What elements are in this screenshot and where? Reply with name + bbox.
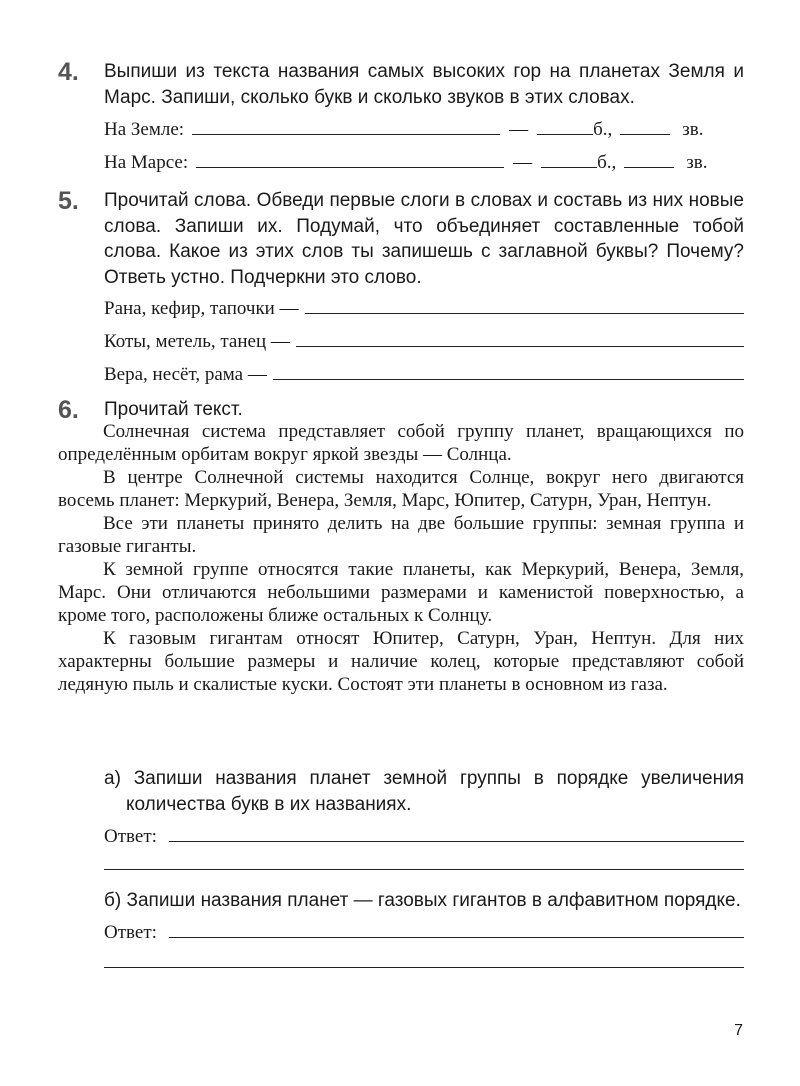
task-5-text: Прочитай слова. Обведи первые слоги в словах и составь из них новые слова. Запиши их. Подумай, что объединяет составленные тобой слова. Какое из этих слов ты запишешь с заглавной буквы? Почему? Ответь устно. Подчеркни это слово.	[104, 190, 744, 288]
earth-label: На Земле:	[104, 119, 185, 140]
sounds-abbr: зв.	[686, 152, 708, 173]
paragraph-5: К газовым гигантам относят Юпитер, Сатурн, Уран, Нептун. Для них характерны большие размеры и наличие колец, которые представляют собой ледяную пыль и скалистые куски. Состоят эти планеты в основном из газа.	[58, 628, 744, 695]
letters-abbr: б.,	[597, 152, 617, 173]
paragraph-1: Солнечная система представляет собой группу планет, вращающихся по определённым орбитам вокруг яркой звезды — Солнца.	[58, 421, 744, 465]
mars-mountain-answer-line[interactable]	[196, 149, 504, 168]
paragraph-3: Все эти планеты принято делить на две большие группы: земная группа и газовые гиганты.	[58, 513, 744, 557]
answer-label: Ответ:	[104, 922, 157, 943]
subtask-a	[104, 766, 744, 817]
dash: —	[509, 119, 529, 140]
letters-abbr: б.,	[593, 119, 613, 140]
subtask-a-extra-answer-line[interactable]	[104, 869, 744, 870]
task-4-text: Выпиши из текста названия самых высоких гор на планетах Земля и Марс. Запиши, сколько букв и сколько звуков в этих словах.	[104, 61, 744, 108]
task-4-number: 4.	[58, 58, 79, 86]
task-5-row-1	[104, 295, 744, 320]
subtask-b-answer-line[interactable]	[169, 919, 744, 938]
word-group-2-answer-line[interactable]	[296, 328, 744, 347]
reading-text	[58, 420, 744, 696]
page-number: 7	[734, 1022, 743, 1039]
task-6-intro: Прочитай текст.	[104, 399, 243, 420]
subtask-a-answer-row	[104, 823, 744, 848]
word-group-1: Рана, кефир, тапочки —	[104, 298, 299, 319]
mars-label: На Марсе:	[104, 152, 189, 173]
word-group-3: Вера, несёт, рама —	[104, 364, 267, 385]
task-5-row-2	[104, 328, 744, 353]
task-5-number: 5.	[58, 187, 79, 215]
subtask-b	[104, 888, 744, 914]
earth-sounds-answer-line[interactable]	[620, 116, 670, 135]
word-group-1-answer-line[interactable]	[305, 295, 744, 314]
answer-label: Ответ:	[104, 826, 157, 847]
earth-letters-answer-line[interactable]	[537, 116, 593, 135]
earth-mountain-answer-line[interactable]	[192, 116, 500, 135]
task-5-row-3	[104, 361, 744, 386]
subtask-a-text: а) Запиши названия планет земной группы в порядке увеличения количества букв в их названиях.	[104, 768, 744, 815]
task-4-mars-row	[104, 149, 744, 174]
word-group-2: Коты, метель, танец —	[104, 331, 290, 352]
subtask-b-extra-answer-line[interactable]	[104, 967, 744, 968]
paragraph-4: К земной группе относятся такие планеты, как Меркурий, Венера, Земля, Марс. Они отличаются небольшими размерами и каменистой поверхностью, а кроме того, расположены ближе остальных к Солнцу.	[58, 559, 744, 626]
dash: —	[513, 152, 533, 173]
mars-sounds-answer-line[interactable]	[624, 149, 674, 168]
mars-letters-answer-line[interactable]	[541, 149, 597, 168]
paragraph-2: В центре Солнечной системы находится Солнце, вокруг него двигаются восемь планет: Меркурий, Венера, Земля, Марс, Юпитер, Сатурн, Уран, Нептун.	[58, 467, 744, 511]
sounds-abbr: зв.	[682, 119, 704, 140]
word-group-3-answer-line[interactable]	[273, 361, 744, 380]
task-4-earth-row	[104, 116, 744, 141]
subtask-b-answer-row	[104, 919, 744, 944]
task-6-number: 6.	[58, 396, 79, 424]
subtask-b-text: б) Запиши названия планет — газовых гигантов в алфавитном порядке.	[104, 890, 741, 911]
subtask-a-answer-line[interactable]	[169, 823, 744, 842]
